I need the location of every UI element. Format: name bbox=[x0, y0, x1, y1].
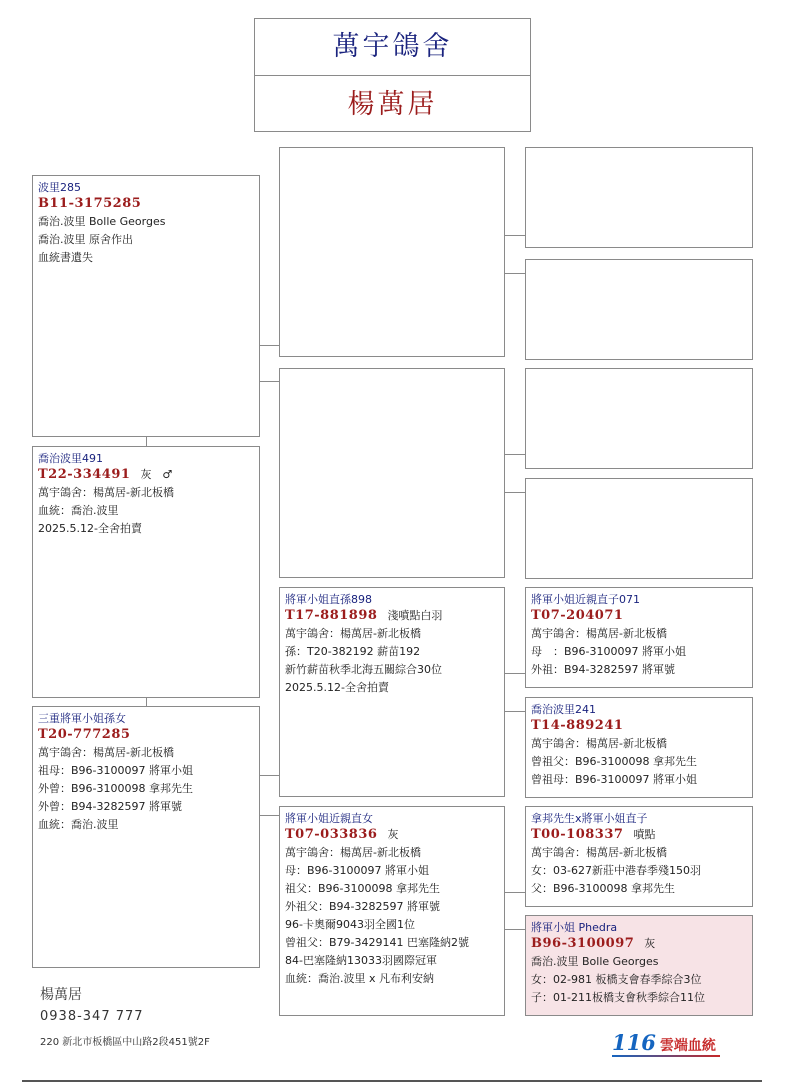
bird-info-line: 祖母：B96-3100097 將軍小姐 bbox=[38, 764, 193, 777]
bird-info-line: 萬宇鴿舍：楊萬居-新北板橋 bbox=[531, 627, 667, 640]
color-sex: 灰 bbox=[644, 937, 656, 950]
footer-phone: 0938-347 777 bbox=[40, 1009, 144, 1024]
bird-info-line: 女：02-981 板橋支會春季綜合3位 bbox=[531, 973, 702, 986]
dam-dam-dam-box bbox=[525, 915, 753, 1016]
connector-line bbox=[146, 437, 147, 446]
bird-info-line: 喬治.波里 原舍作出 bbox=[38, 233, 133, 246]
bird-info-line: 外祖父：B94-3282597 將軍號 bbox=[285, 900, 440, 913]
connector-line bbox=[260, 381, 279, 382]
ring-text: T14-889241 bbox=[531, 718, 624, 733]
connector-line bbox=[505, 454, 525, 455]
cloud-pedigree-logo bbox=[612, 1030, 732, 1058]
bird-name: 將軍小姐直孫898 bbox=[285, 593, 372, 606]
bird-name: 喬治波里241 bbox=[531, 703, 596, 716]
connector-line bbox=[505, 929, 525, 930]
bird-info-line: 曾祖母：B96-3100097 將軍小姐 bbox=[531, 773, 697, 786]
ring-text: T07-204071 bbox=[531, 608, 624, 623]
bird-info-line: 祖父：B96-3100098 拿邦先生 bbox=[285, 882, 440, 895]
bird-info-line: 外祖：B94-3282597 將軍號 bbox=[531, 663, 675, 676]
dam-dam-box bbox=[279, 806, 505, 1016]
dam-sire-box bbox=[279, 587, 505, 797]
main-bird-box bbox=[32, 446, 260, 698]
ggp-box-empty-4 bbox=[525, 478, 753, 579]
bird-name: 喬治波里491 bbox=[38, 452, 103, 465]
loft-title: 萬宇鴿舍 bbox=[255, 19, 530, 76]
pedigree-header bbox=[254, 18, 531, 132]
ring-number bbox=[531, 717, 747, 735]
dam-sire-dam-box bbox=[525, 697, 753, 798]
connector-line bbox=[505, 892, 525, 893]
bird-info-line: 女：03-627新莊中港春季殘150羽 bbox=[531, 864, 701, 877]
bird-info-line: 母：B96-3100097 將軍小姐 bbox=[285, 864, 429, 877]
sire-box bbox=[32, 175, 260, 437]
color-sex: 灰 ♂ bbox=[140, 468, 173, 481]
bird-info-line: 84-巴塞隆納13033羽國際冠軍 bbox=[285, 954, 437, 967]
ggp-box-empty-1 bbox=[525, 147, 753, 248]
bird-info-line: 曾祖父：B96-3100098 拿邦先生 bbox=[531, 755, 697, 768]
bird-info-line: 萬宇鴿舍：楊萬居-新北板橋 bbox=[38, 746, 174, 759]
connector-line bbox=[505, 492, 525, 493]
ring-text: T00-108337 bbox=[531, 827, 624, 842]
bird-name: 將軍小姐 Phedra bbox=[531, 921, 618, 934]
bird-name: 波里285 bbox=[38, 181, 81, 194]
ring-number bbox=[38, 195, 254, 213]
connector-line bbox=[260, 775, 279, 776]
ring-number bbox=[531, 607, 747, 625]
bird-info-line: 父：B96-3100098 拿邦先生 bbox=[531, 882, 675, 895]
ring-number bbox=[285, 826, 499, 844]
bird-info-line: 血統：喬治.波里 bbox=[38, 504, 119, 517]
connector-line bbox=[505, 711, 525, 712]
bird-info-line: 2025.5.12-全舍拍賣 bbox=[38, 522, 142, 535]
bird-info-line: 萬宇鴿舍：楊萬居-新北板橋 bbox=[38, 486, 174, 499]
connector-line bbox=[505, 235, 525, 236]
bird-info-line: 孫：T20-382192 薪苗192 bbox=[285, 645, 421, 658]
ring-number bbox=[531, 826, 747, 844]
connector-line bbox=[260, 815, 279, 816]
bird-info-line: 萬宇鴿舍：楊萬居-新北板橋 bbox=[285, 846, 421, 859]
bird-info-line: 血統：喬治.波里 x 凡布利安納 bbox=[285, 972, 434, 985]
bird-info-line: 母 ：B96-3100097 將軍小姐 bbox=[531, 645, 686, 658]
bird-info-line: 曾祖父：B79-3429141 巴塞隆納2號 bbox=[285, 936, 469, 949]
bird-info-line: 子：01-211板橋支會秋季綜合11位 bbox=[531, 991, 705, 1004]
ring-text: T20-777285 bbox=[38, 727, 131, 742]
bird-info-line: 萬宇鴿舍：楊萬居-新北板橋 bbox=[531, 846, 667, 859]
ring-number bbox=[38, 726, 254, 744]
ggp-box-empty-3 bbox=[525, 368, 753, 469]
ring-text: T22-334491 bbox=[38, 467, 131, 482]
bird-info-line: 喬治.波里 Bolle Georges bbox=[531, 955, 659, 968]
logo-text: 雲端血統 bbox=[659, 1038, 716, 1054]
bird-name: 拿邦先生x將軍小姐直子 bbox=[531, 812, 648, 825]
dam-dam-sire-box bbox=[525, 806, 753, 907]
bird-info-line: 萬宇鴿舍：楊萬居-新北板橋 bbox=[285, 627, 421, 640]
color-sex: 灰 bbox=[387, 828, 399, 841]
bird-info-line: 96-卡奧爾9043羽全國1位 bbox=[285, 918, 415, 931]
bird-info-line: 外曾：B96-3100098 拿邦先生 bbox=[38, 782, 193, 795]
ring-text: T07-033836 bbox=[285, 827, 378, 842]
ring-text: B11-3175285 bbox=[38, 196, 142, 211]
bird-info-line: 新竹薪苗秋季北海五關綜合30位 bbox=[285, 663, 442, 676]
ring-number bbox=[38, 466, 254, 484]
ring-number bbox=[285, 607, 499, 625]
sire-sire-box-empty bbox=[279, 147, 505, 357]
color-sex: 噴點 bbox=[633, 828, 656, 841]
connector-line bbox=[260, 345, 279, 346]
bird-info-line: 外曾：B94-3282597 將軍號 bbox=[38, 800, 182, 813]
bird-info-line: 萬宇鴿舍：楊萬居-新北板橋 bbox=[531, 737, 667, 750]
bird-name: 將軍小姐近親直女 bbox=[285, 812, 373, 825]
footer-owner-name: 楊萬居 bbox=[40, 987, 82, 1003]
bird-name: 將軍小姐近親直子071 bbox=[531, 593, 640, 606]
logo-underline bbox=[612, 1055, 720, 1057]
connector-line bbox=[505, 273, 525, 274]
dam-box bbox=[32, 706, 260, 968]
bird-info-line: 2025.5.12-全舍拍賣 bbox=[285, 681, 389, 694]
footer-address: 220 新北市板橋區中山路2段451號2F bbox=[40, 1037, 210, 1048]
ring-text: T17-881898 bbox=[285, 608, 378, 623]
logo-number: 116 bbox=[612, 1030, 656, 1055]
bird-info-line: 血統書遺失 bbox=[38, 251, 93, 264]
color-sex: 淺噴點白羽 bbox=[387, 609, 443, 622]
bird-name: 三重將軍小姐孫女 bbox=[38, 712, 126, 725]
bird-info-line: 喬治.波里 Bolle Georges bbox=[38, 215, 166, 228]
ring-text: B96-3100097 bbox=[531, 936, 635, 951]
owner-title: 楊萬居 bbox=[347, 89, 438, 120]
bird-info-line: 血統：喬治.波里 bbox=[38, 818, 119, 831]
connector-line bbox=[505, 673, 525, 674]
dam-sire-sire-box bbox=[525, 587, 753, 688]
ggp-box-empty-2 bbox=[525, 259, 753, 360]
bottom-divider bbox=[22, 1080, 762, 1082]
sire-dam-box-empty bbox=[279, 368, 505, 578]
connector-line bbox=[146, 698, 147, 706]
ring-number bbox=[531, 935, 747, 953]
